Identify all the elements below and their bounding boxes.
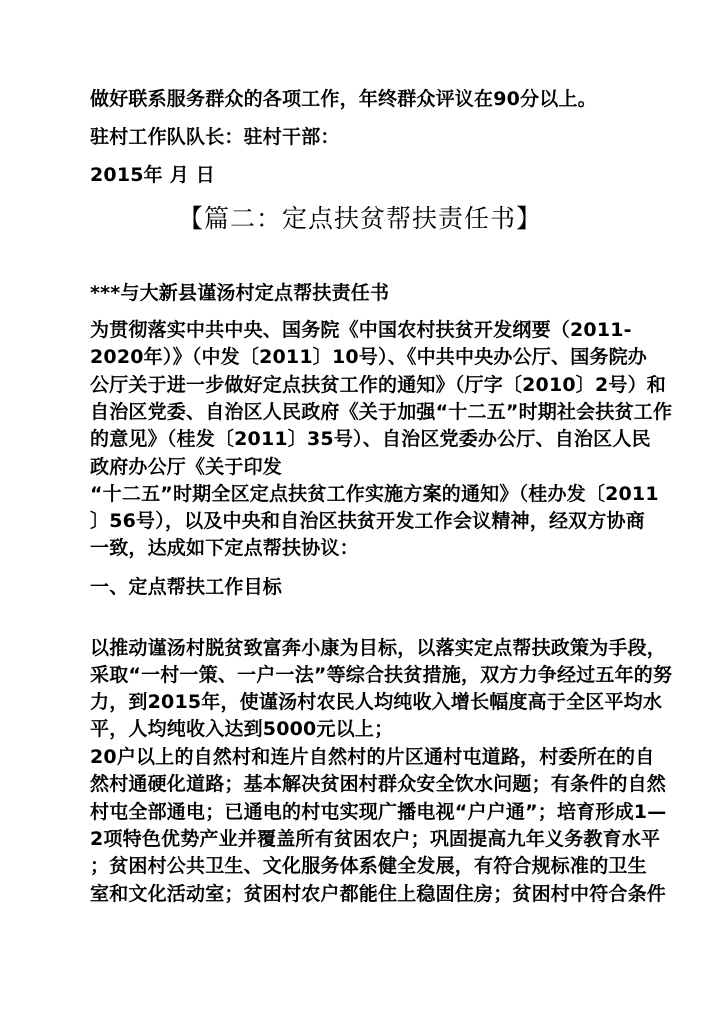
- goal-line: 平，人均纯收入达到5000元以上；: [90, 718, 394, 740]
- document-title: ***与大新县谨汤村定点帮扶责任书: [90, 282, 390, 304]
- goal-line: 以推动谨汤村脱贫致富奔小康为目标，以落实定点帮扶政策为手段，: [90, 637, 667, 659]
- intro-line: 一致，达成如下定点帮扶协议：: [90, 537, 359, 559]
- goal-line: ；贫困村公共卫生、文化服务体系健全发展，有符合规标准的卫生: [90, 855, 647, 877]
- text-line-date: 2015年 月 日: [90, 164, 215, 186]
- section-one-heading: 一、定点帮扶工作目标: [90, 576, 283, 598]
- goal-line: 室和文化活动室；贫困村农户都能住上稳固住房；贫困村中符合条件: [90, 883, 667, 905]
- intro-line: 〕56号），以及中央和自治区扶贫开发工作会议精神，经双方协商: [90, 510, 645, 532]
- goal-line: 村屯全部通电；已通电的村屯实现广播电视“户户通”；培育形成1—: [90, 801, 667, 823]
- intro-line: “十二五”时期全区定点扶贫工作实施方案的通知》（桂办发〔2011: [90, 483, 659, 505]
- intro-line: 政府办公厅《关于印发: [90, 456, 283, 478]
- goal-line: 20户以上的自然村和连片自然村的片区通村屯道路，村委所在的自: [90, 746, 655, 768]
- text-line-signatures: 驻村工作队队长：驻村干部：: [90, 126, 340, 148]
- goal-line: 力，到2015年，使谨汤村农民人均纯收入增长幅度高于全区平均水: [90, 691, 663, 713]
- section-title: 【篇二：定点扶贫帮扶责任书】: [177, 204, 542, 233]
- text-line-closing-goal: 做好联系服务群众的各项工作，年终群众评议在90分以上。: [90, 88, 597, 110]
- goal-line: 采取“一村一策、一户一法”等综合扶贫措施，双方力争经过五年的努: [90, 664, 673, 686]
- intro-line: 自治区党委、自治区人民政府《关于加强“十二五”时期社会扶贫工作: [90, 401, 673, 423]
- goal-line: 然村通硬化道路；基本解决贫困村群众安全饮水问题；有条件的自然: [90, 773, 667, 795]
- goal-line: 2项特色优势产业并覆盖所有贫困农户；巩固提高九年义务教育水平: [90, 828, 661, 850]
- intro-line: 公厅关于进一步做好定点扶贫工作的通知》（厅字〔2010〕2号）和: [90, 374, 667, 396]
- intro-line: 为贯彻落实中共中央、国务院《中国农村扶贫开发纲要（2011-: [90, 319, 632, 341]
- intro-line: 2020年）》（中发〔2011〕10号）、《中共中央办公厅、国务院办: [90, 346, 648, 368]
- intro-line: 的意见》（桂发〔2011〕35号）、自治区党委办公厅、自治区人民: [90, 428, 651, 450]
